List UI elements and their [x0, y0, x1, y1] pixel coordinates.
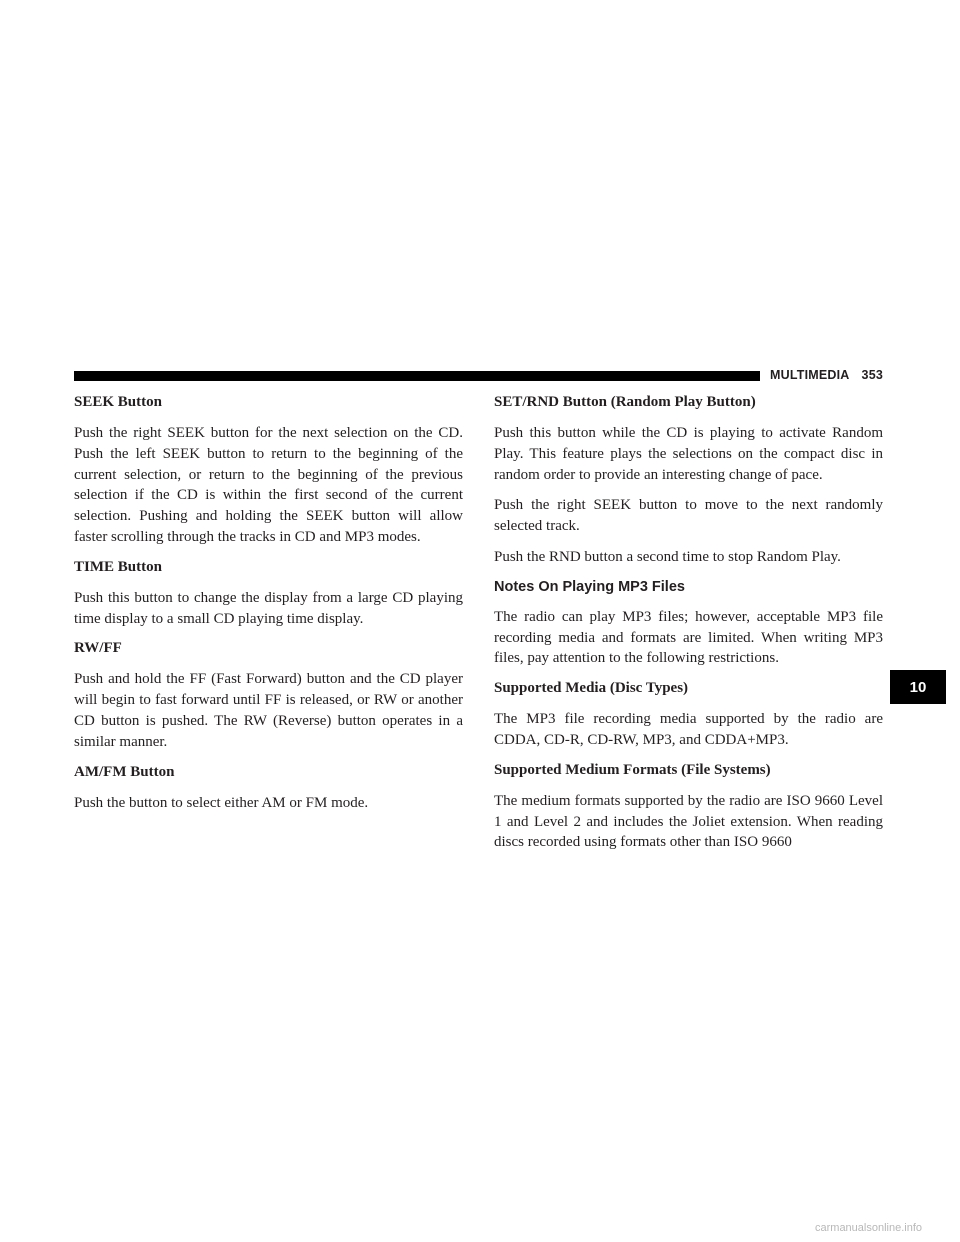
paragraph-next-random: Push the right SEEK button to move to the next randomly selected track.: [494, 497, 883, 535]
heading-time-button: TIME Button: [74, 558, 162, 575]
header-rule: [74, 371, 760, 381]
paragraph-seek: Push the right SEEK button for the next selection on the CD. Push the left SEEK button to return to the beginning of the current selection, or return to the beginning of the previous selection if the CD is within the first second of the current selection. Pushing and holding the SEEK button will allow faster scrolling through the tracks in CD and MP3 modes.: [74, 425, 463, 545]
running-header: [770, 368, 883, 382]
heading-rw-ff: RW/FF: [74, 640, 122, 657]
heading-supported-media: Supported Media (Disc Types): [494, 680, 689, 697]
paragraph-supported-formats: The medium formats supported by the radio are ISO 9660 Level 1 and Level 2 and includes the Joliet extension. When reading discs recorded using formats other than ISO 9660: [494, 792, 883, 851]
paragraph-supported-media: The MP3 file recording media supported by the radio are CDDA, CD-R, CD-RW, MP3, and CDDA+MP3.: [494, 711, 883, 748]
paragraph-rw-ff: Push and hold the FF (Fast Forward) button and the CD player will begin to fast forward until FF is released, or RW or another CD button is pushed. The RW (Reverse) button operates in a similar manner.: [74, 671, 463, 750]
page-number: 353: [861, 368, 884, 382]
paragraph-time: Push this button to change the display from a large CD playing time display to a small CD playing time display.: [74, 589, 463, 627]
left-column: [74, 393, 463, 823]
heading-am-fm-button: AM/FM Button: [74, 763, 175, 780]
paragraph-stop-random: Push the RND button a second time to stop Random Play.: [494, 548, 841, 565]
paragraph-mp3-intro: The radio can play MP3 files; however, acceptable MP3 file recording media and formats are limited. When writing MP3 files, pay attention to the following restrictions.: [494, 608, 883, 667]
watermark: carmanualsonline.info: [815, 1222, 923, 1234]
chapter-tab: 10: [890, 670, 946, 704]
section-title: MULTIMEDIA: [770, 368, 850, 382]
heading-supported-formats: Supported Medium Formats (File Systems): [494, 761, 771, 778]
heading-seek-button: SEEK Button: [74, 394, 162, 410]
section-heading-mp3: Notes On Playing MP3 Files: [494, 578, 685, 595]
paragraph-random-play: Push this button while the CD is playing to activate Random Play. This feature plays the selections on the compact disc in random order to provide an interesting change of pace.: [494, 425, 883, 483]
heading-set-rnd-button: SET/RND Button (Random Play Button): [494, 394, 756, 410]
paragraph-am-fm: Push the button to select either AM or FM mode.: [74, 794, 369, 811]
right-column: [494, 393, 883, 863]
